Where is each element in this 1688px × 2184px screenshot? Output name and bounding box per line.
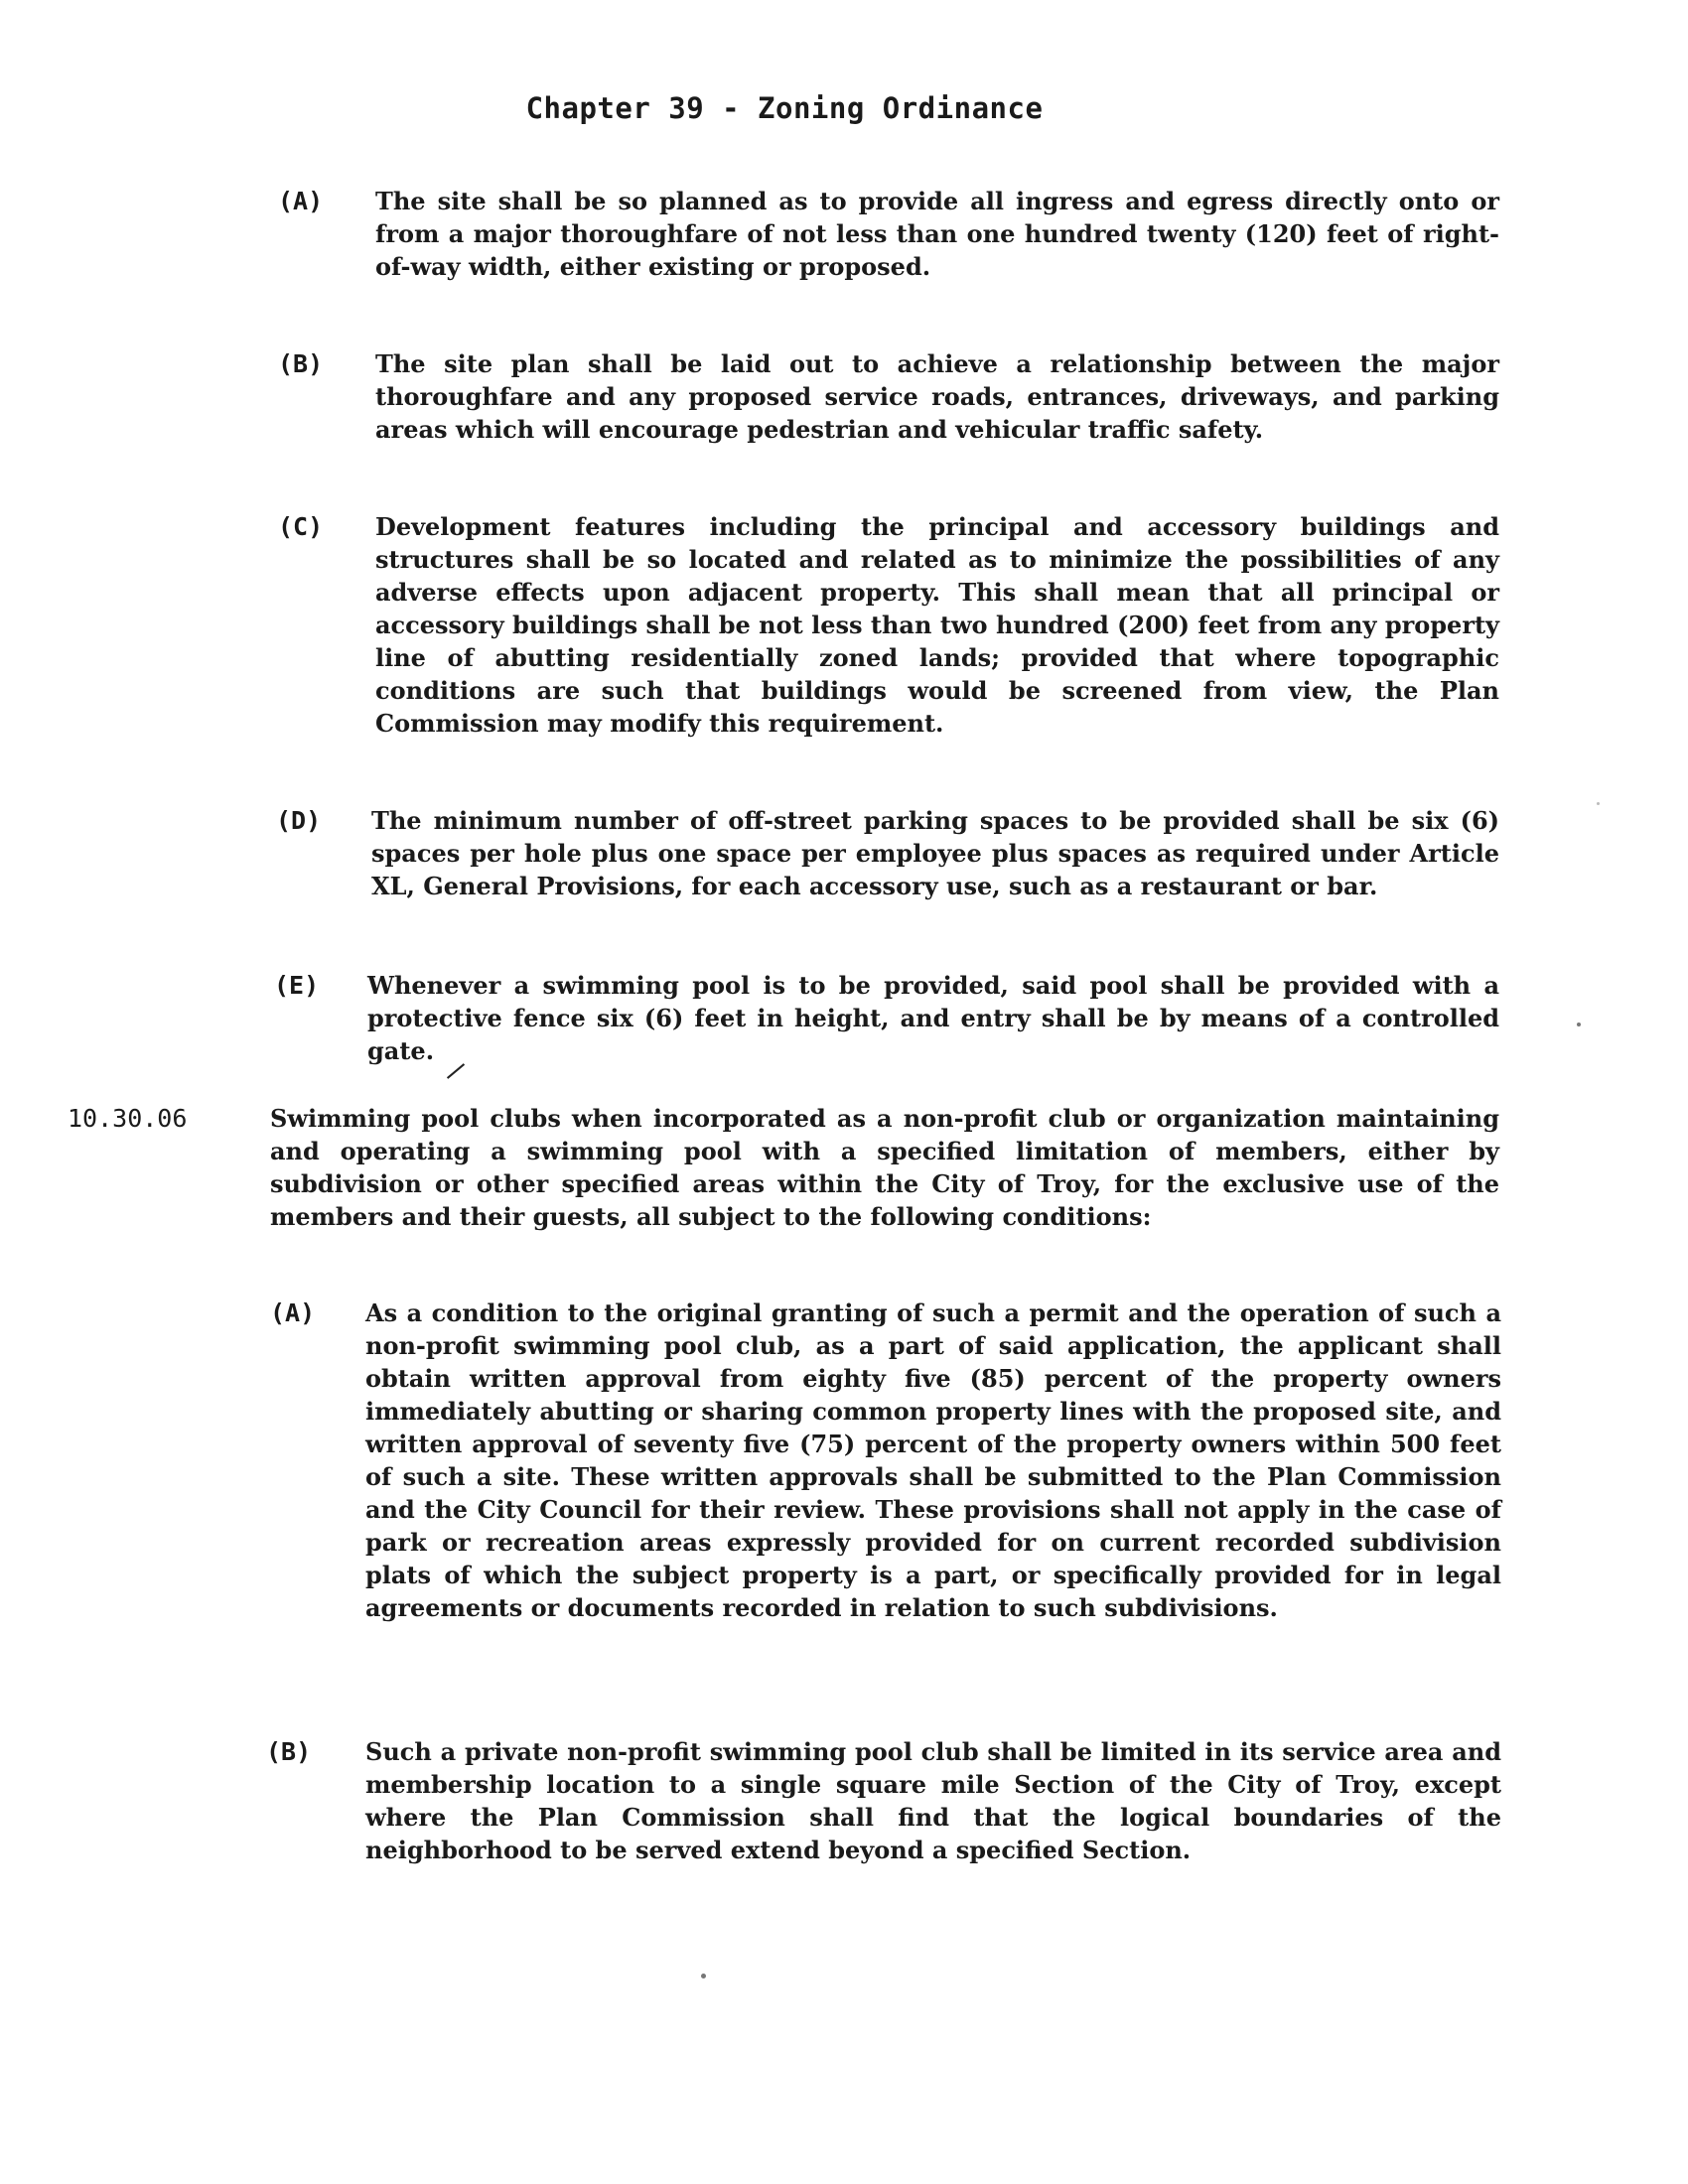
item-label: (B) [278,349,324,378]
scan-speck [701,1974,706,1979]
section-number: 10.30.06 [68,1104,188,1133]
page-title: Chapter 39 - Zoning Ordinance [525,91,1044,125]
item-label: (C) [278,512,324,541]
item-text: Whenever a swimming pool is to be provided, said pool shall be provided with a protective fence six (6) feet in height, and entry shall be by means of a controlled gate. [367,971,1499,1065]
item-text: As a condition to the original granting of such a permit and the operation of such a non-profit swimming pool club, as a part of said application, the applicant shall obtain written approval from eighty five (85) percent of the property owners immediately abutting or sharing common property lines with the proposed site, and written approval of seventy five (75) percent of the property owners within 500 feet of such a site. These written approvals shall be submitted to the Plan Commission and the City Council for their review. These provisions shall not apply in the case of park or recreation areas expressly provided for on current recorded subdivision plats of which the subject property is a part, or specifically provided for in legal agreements or documents recorded in relation to such subdivisions. [365,1298,1501,1622]
scan-speck [1577,1023,1581,1026]
item-label: (B) [266,1737,312,1766]
item-text: The site plan shall be laid out to achieve a relationship between the major thoroughfare and any proposed service roads, entrances, driveways, and parking areas which will encourage pedestrian and vehicular traffic safety. [375,349,1499,444]
item-label: (A) [270,1298,316,1327]
section-text: Swimming pool clubs when incorporated as a non-profit club or organization maintaining and operating a swimming pool with a specified limitation of members, either by subdivision or other specified areas within the City of Troy, for the exclusive use of the members and their guests, all subject to the following conditions: [270,1104,1499,1231]
item-label: (D) [276,806,322,835]
scan-speck [1597,802,1600,805]
item-text: Development features including the principal and accessory buildings and structures shall be so located and related as to minimize the possibilities of any adverse effects upon adjacent property. This shall mean that all principal or accessory buildings shall be not less than two hundred (200) feet from any property line of abutting residentially zoned lands; provided that where topographic conditions are such that buildings would be screened from view, the Plan Commission may modify this requirement. [375,512,1499,738]
item-label: (A) [278,187,324,215]
item-text: The minimum number of off-street parking spaces to be provided shall be six (6) spaces per hole plus one space per employee plus spaces as required under Article XL, General Provisions, for each accessory use, such as a restaurant or bar. [371,806,1499,900]
item-text: The site shall be so planned as to provide all ingress and egress directly onto or from a major thoroughfare of not less than one hundred twenty (120) feet of right-of-way width, either existing or proposed. [375,187,1499,281]
item-text: Such a private non-profit swimming pool club shall be limited in its service area and membership location to a single square mile Section of the City of Troy, except where the Plan Commission shall find that the logical boundaries of the neighborhood to be served extend beyond a specified Section. [365,1737,1501,1864]
item-label: (E) [274,971,320,1000]
